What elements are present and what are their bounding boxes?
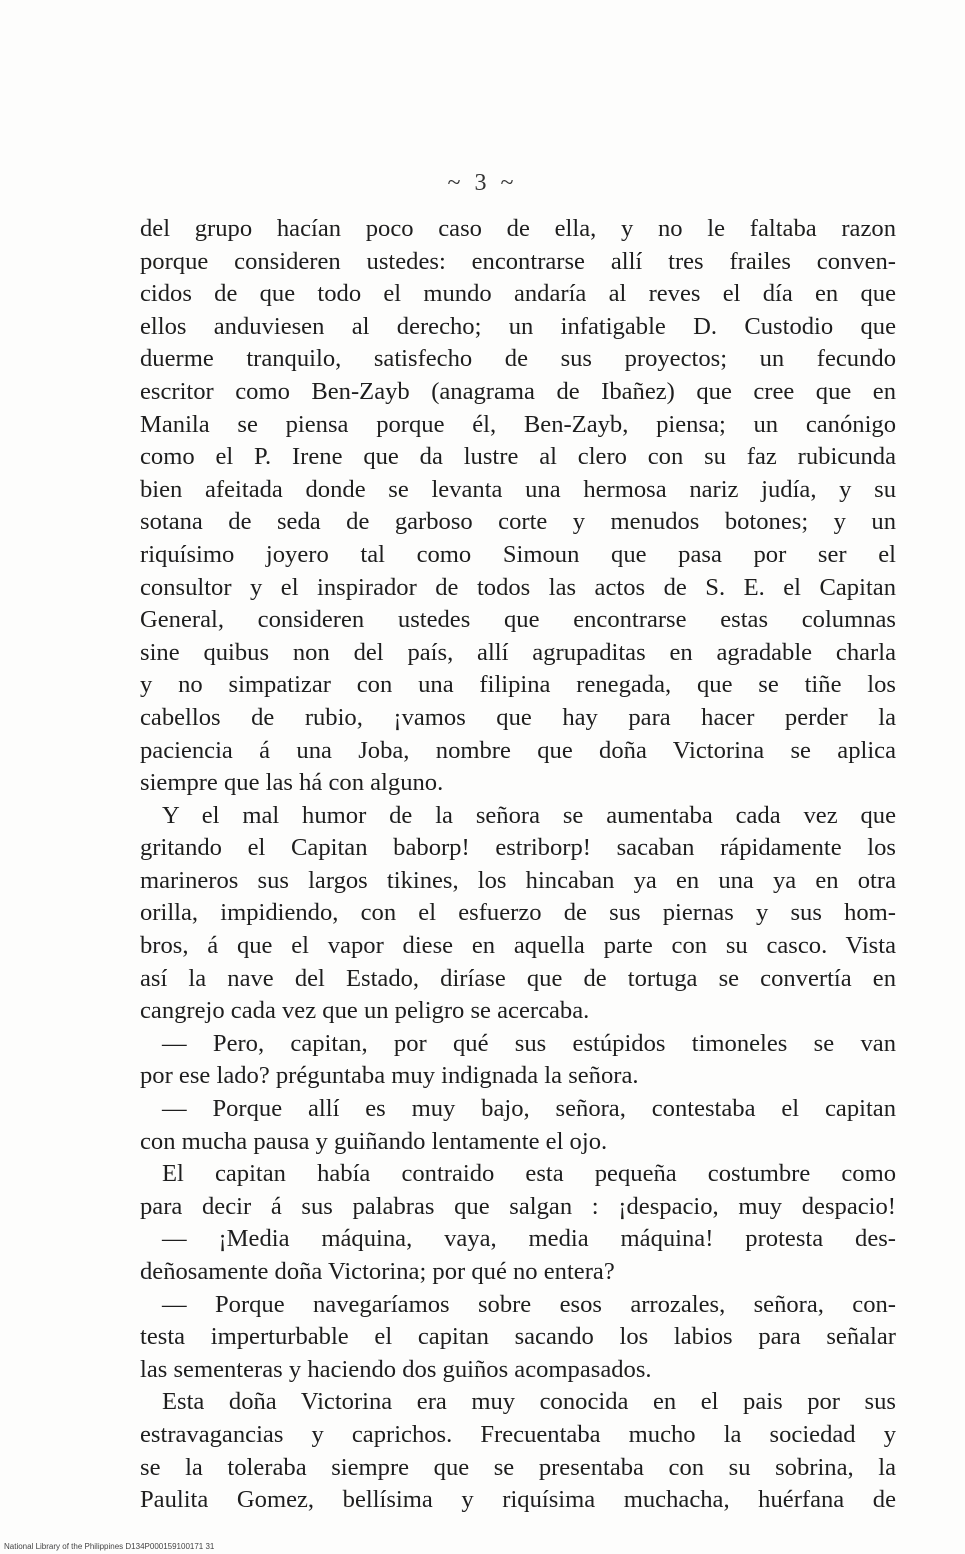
text-line: del grupo hacían poco caso de ella, y no le faltaba razon	[140, 215, 896, 242]
text-line: General, consideren ustedes que encontrarse estas columnas	[140, 606, 896, 634]
text-line: marineros sus largos tikines, los hincaban ya en una ya en otra	[140, 866, 896, 894]
page-number: ~ 3 ~	[447, 170, 518, 196]
text-line: con mucha pausa y guiñando lentamente el ojo.	[140, 1127, 608, 1155]
text-line: escritor como Ben-Zayb (anagrama de Ibañez) que cree que en	[140, 377, 896, 405]
text-line: las sementeras y haciendo dos guiños acompasados.	[140, 1355, 652, 1383]
text-line: bien afeitada donde se levanta una hermosa nariz judía, y su	[140, 475, 896, 503]
text-line: Paulita Gomez, bellísima y riquísima muchacha, huérfana de	[140, 1486, 896, 1514]
text-line: Manila se piensa porque él, Ben-Zayb, piensa; un canónigo	[140, 410, 896, 438]
text-line: así la nave del Estado, diríase que de tortuga se convertía en	[140, 964, 896, 992]
text-line: — Porque allí es muy bajo, señora, contestaba el capitan	[162, 1095, 896, 1123]
text-line: bros, á que el vapor diese en aquella parte con su casco. Vista	[140, 932, 896, 960]
text-line: — ¡Media máquina, vaya, media máquina! protesta des-	[162, 1225, 896, 1253]
text-line: cangrejo cada vez que un peligro se acercaba.	[140, 997, 590, 1025]
text-line: porque consideren ustedes: encontrarse allí tres frailes conven-	[140, 247, 896, 275]
text-line: sotana de seda de garboso corte y menudos botones; y un	[140, 508, 896, 536]
footer-credit: National Library of the Philippines D134P000159100171 31	[4, 1542, 215, 1551]
text-line: consultor y el inspirador de todos las actos de S. E. el Capitan	[140, 573, 896, 601]
text-line: siempre que las há con alguno.	[140, 769, 444, 797]
text-line: y no simpatizar con una filipina renegada, que se tiñe los	[140, 671, 896, 699]
text-line: ellos anduviesen al derecho; un infatigable D. Custodio que	[140, 312, 896, 340]
text-line: deñosamente doña Victorina; por qué no entera?	[140, 1258, 615, 1285]
text-line: se la toleraba siempre que se presentaba con su sobrina, la	[140, 1453, 896, 1481]
text-line: Esta doña Victorina era muy conocida en el pais por sus	[162, 1388, 896, 1416]
text-line: El capitan había contraido esta pequeña costumbre como	[162, 1160, 896, 1188]
text-line: para decir á sus palabras que salgan : ¡despacio, muy despacio!	[140, 1192, 896, 1220]
text-line: cabellos de rubio, ¡vamos que hay para hacer perder la	[140, 703, 896, 731]
body-text	[140, 213, 896, 1517]
text-line: cidos de que todo el mundo andaría al reves el día en que	[140, 280, 896, 308]
text-line: riquísimo joyero tal como Simoun que pasa por ser el	[140, 540, 896, 568]
text-line: estravagancias y caprichos. Frecuentaba mucho la sociedad y	[140, 1420, 896, 1448]
text-line: sine quibus non del país, allí agrupaditas en agradable charla	[140, 638, 896, 666]
text-line: — Pero, capitan, por qué sus estúpidos timoneles se van	[162, 1029, 896, 1057]
text-line: Y el mal humor de la señora se aumentaba cada vez que	[162, 801, 896, 829]
text-line: orilla, impidiendo, con el esfuerzo de sus piernas y sus hom-	[140, 899, 896, 927]
text-line: paciencia á una Joba, nombre que doña Victorina se aplica	[140, 736, 896, 764]
text-line: por ese lado? préguntaba muy indignada la señora.	[140, 1062, 639, 1090]
text-line: — Porque navegaríamos sobre esos arrozales, señora, con-	[162, 1290, 896, 1318]
text-line: gritando el Capitan baborp! estriborp! sacaban rápidamente los	[140, 834, 896, 862]
text-line: testa imperturbable el capitan sacando los labios para señalar	[140, 1323, 896, 1351]
text-line: como el P. Irene que da lustre al clero con su faz rubicunda	[140, 443, 896, 471]
text-line: duerme tranquilo, satisfecho de sus proyectos; un fecundo	[140, 345, 896, 373]
